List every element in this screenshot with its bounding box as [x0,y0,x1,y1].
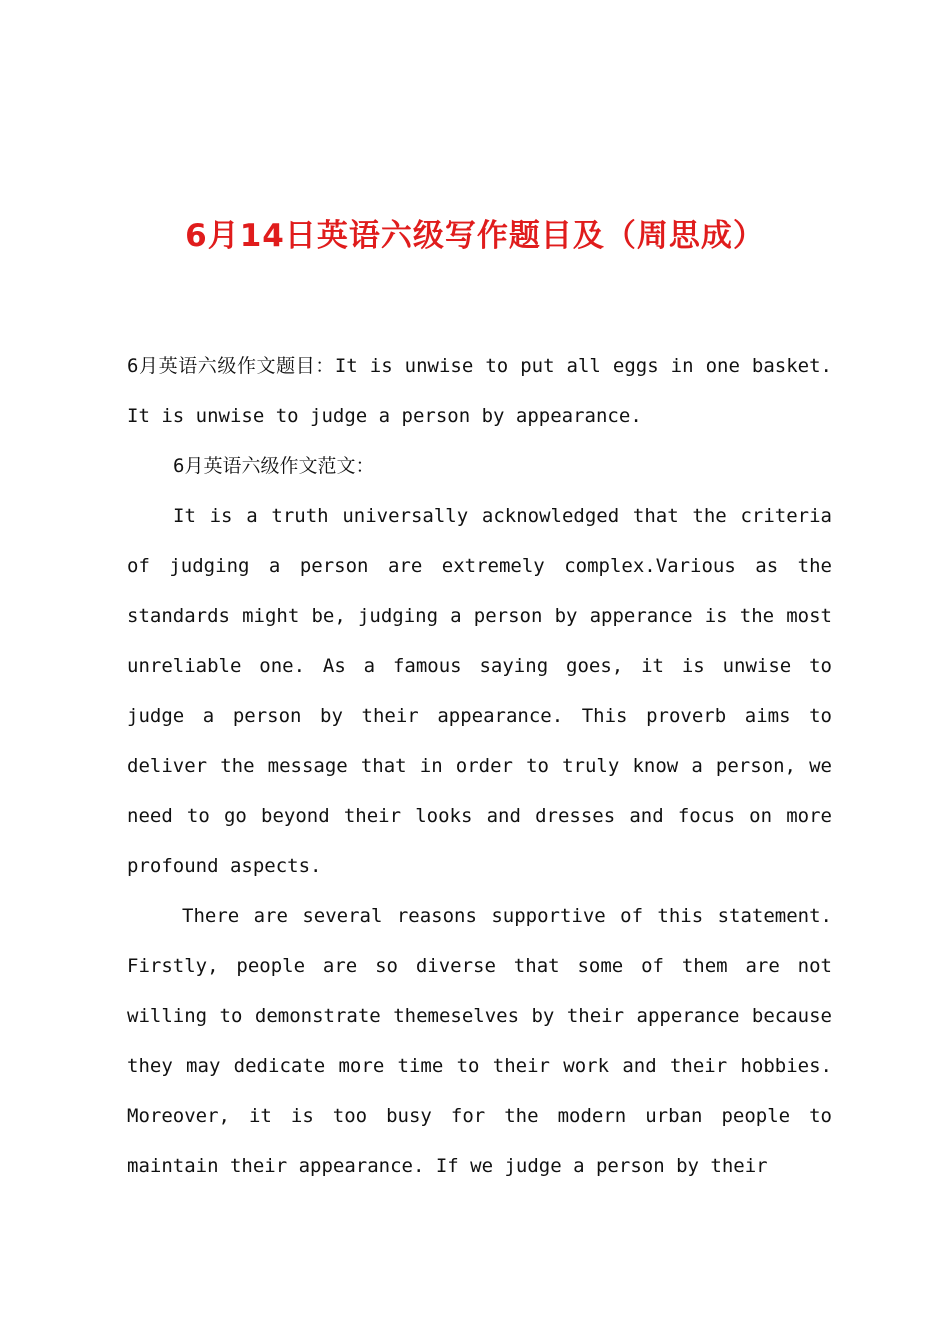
document-body [127,341,832,1191]
essay-paragraph-1: It is a truth universally acknowledged that the criteria of judging a person are extremely complex.Various as the standards might be, judging a person by apperance is the most unreliable one. As a famous saying goes, it is unwise to judge a person by their appearance. This proverb aims to deliver the message that in order to truly know a person, we need to go beyond their looks and dresses and focus on more profound aspects. [127,505,832,877]
document-title: 6月14日英语六级写作题目及（周思成） [185,218,765,254]
essay-paragraph-2: There are several reasons supportive of this statement. Firstly, people are so diverse that some of them are not willing to demonstrate themeselves by their apperance because they may dedicate more time to their work and their hobbies. Moreover, it is too busy for the modern urban people to maintain their appearance. If we judge a person by their [127,905,832,1177]
essay-prompt-paragraph: 6月英语六级作文题目：It is unwise to put all eggs in one basket. It is unwise to judge a person by appearance. [127,355,832,427]
sample-essay-heading: 6月英语六级作文范文： [173,455,375,477]
